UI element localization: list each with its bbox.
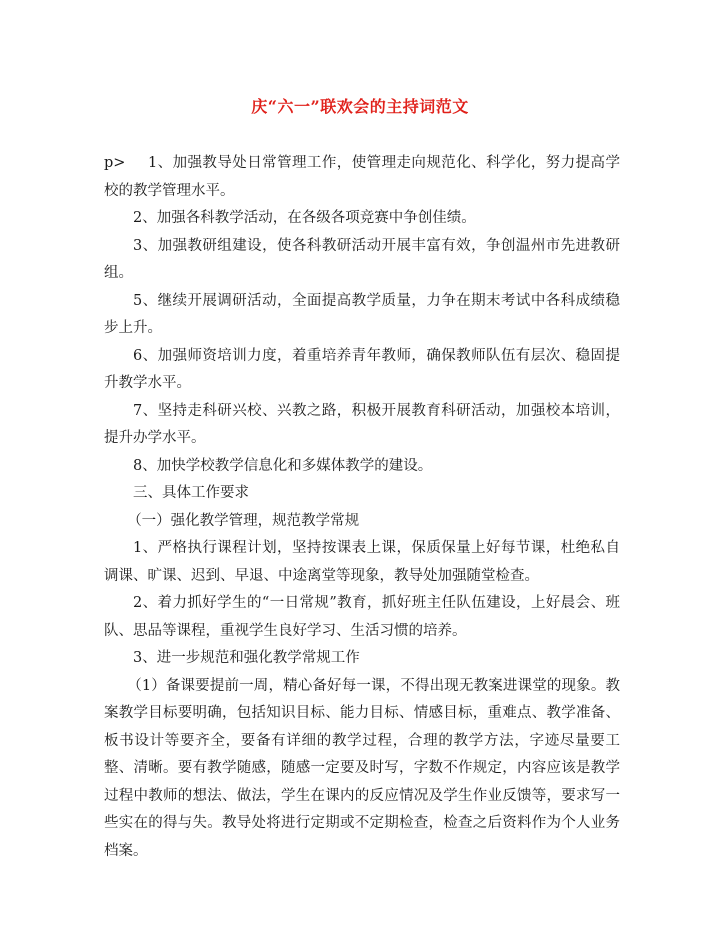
paragraph-8: 8、加快学校教学信息化和多媒体教学的建设。 — [133, 457, 433, 474]
section-heading-3: 三、具体工作要求 — [133, 485, 249, 501]
requirement-3: 3、进一步规范和强化教学常规工作 — [133, 650, 360, 666]
paragraph-3: 3、加强教研组建设，使各科教研活动开展丰富有效，争创温州市先进教研组。 — [104, 237, 620, 281]
subsection-heading-1: （一）强化教学管理，规范教学常规 — [127, 512, 360, 529]
requirement-1: 1、严格执行课程计划，坚持按课表上课，保质保量上好每节课，杜绝私自调课、旷课、迟到、早退、中途离堂等现象，教导处加强随堂检查。 — [104, 540, 620, 584]
p-marker: p> — [104, 155, 126, 171]
paragraph-6: 6、加强师资培训力度，着重培养青年教师，确保教师队伍有层次、稳固提升教学水平。 — [104, 347, 620, 391]
requirement-3-1: （1）备课要提前一周，精心备好每一课，不得出现无教案进课堂的现象。教案教学目标要明确，包括知识目标、能力目标、情感目标，重难点、教学准备、板书设计等要齐全，要备有详细的教学过程，合理的教学方法，字迹尽量要工整、清晰。要有教学随感，随感一定要及时写，字数不作规定，内容应该是教学过程中教师的想法、做法，学生在课内的反应情况及学生作业反馈等，要求写一些实在的得与失。教导处将进行定期或不定期检查，检查之后资料作为个人业务档案。 — [104, 677, 620, 859]
requirement-2: 2、着力抓好学生的“一日常规”教育，抓好班主任队伍建设，上好晨会、班队、思品等课程，重视学生良好学习、生活习惯的培养。 — [104, 595, 620, 639]
paragraph-1-text: 1、加强教导处日常管理工作，使管理走向规范化、科学化，努力提高学校的教学管理水平。 — [104, 155, 620, 199]
document-title: 庆“六一”联欢会的主持词范文 — [251, 97, 469, 116]
paragraph-1 — [104, 150, 620, 205]
document-body — [104, 150, 620, 865]
paragraph-2: 2、加强各科教学活动，在各级各项竞赛中争创佳绩。 — [133, 210, 476, 226]
paragraph-7: 7、坚持走科研兴校、兴教之路，积极开展教育科研活动，加强校本培训，提升办学水平。 — [104, 402, 620, 446]
paragraph-5: 5、继续开展调研活动，全面提高教学质量，力争在期末考试中各科成绩稳步上升。 — [104, 292, 620, 336]
